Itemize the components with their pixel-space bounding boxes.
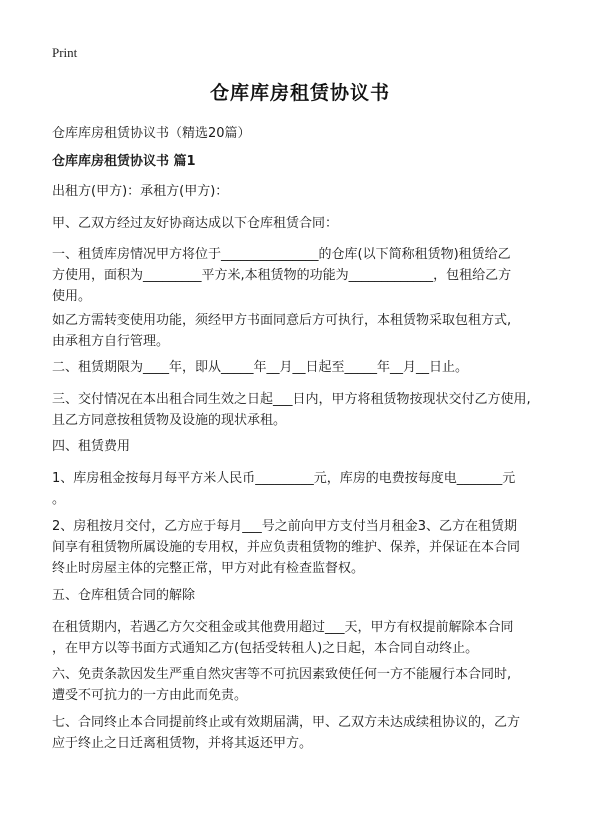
paragraph-intro: 甲、乙双方经过友好协商达成以下仓库租赁合同： <box>52 216 339 231</box>
paragraph-clause-7: 七、合同终止本合同提前终止或有效期届满，甲、乙双方未达成续租协议的，乙方 应于终止之日迁离租赁物，并将其返还甲方。 <box>52 715 521 751</box>
paragraph-clause-1: 一、租赁库房情况甲方将位于_______________的仓库(以下简称租赁物)租赁给乙 方使用，面积为_________平方米,本租赁物的功能为_____________，包租给乙方 使用。 <box>52 247 512 304</box>
paragraph-clause-2: 二、租赁期限为____年，即从_____年__月__日起至_____年__月__日止。 <box>52 360 469 375</box>
section-heading: 仓库库房租赁协议书 篇1 <box>52 154 196 169</box>
paragraph-rent-fee: 1、库房租金按每月每平方米人民币_________元，库房的电费按每度电_______元 。 <box>52 471 516 507</box>
paragraph-clause-4-heading: 四、租赁费用 <box>52 439 131 454</box>
page-title: 仓库库房租赁协议书 <box>209 82 390 104</box>
paragraph-payment: 2、房租按月交付，乙方应于每月___号之前向甲方支付当月租金3、乙方在租赁期 间享有租赁物所属设施的专用权，并应负责租赁物的维护、保养，并保证在本合同 终止时房屋主体的完整正常，甲方对此有检查监督权。 <box>52 519 521 576</box>
document-subtitle: 仓库库房租赁协议书（精选20篇） <box>52 126 251 141</box>
paragraph-termination: 在租赁期内，若遇乙方欠交租金或其他费用超过___天，甲方有权提前解除本合同 ，在甲方以等书面方式通知乙方(包括受转租人)之日起，本合同自动终止。 <box>52 620 514 656</box>
paragraph-clause-6: 六、免责条款因发生严重自然灾害等不可抗因素致使任何一方不能履行本合同时, 遭受不可抗力的一方由此而免责。 <box>52 667 512 703</box>
paragraph-clause-5-heading: 五、仓库租赁合同的解除 <box>52 588 196 603</box>
paragraph-parties: 出租方(甲方)：承租方(甲方)： <box>52 184 229 199</box>
paragraph-clause-3: 三、交付情况在本出租合同生效之日起___日内，甲方将租赁物按现状交付乙方使用, 且乙方同意按租赁物及设施的现状承租。 <box>52 392 531 428</box>
paragraph-clause-1-note: 如乙方需转变使用功能，须经甲方书面同意后方可执行，本租赁物采取包租方式, 由承租方自行管理。 <box>52 313 512 349</box>
print-link[interactable]: Print <box>52 45 78 60</box>
